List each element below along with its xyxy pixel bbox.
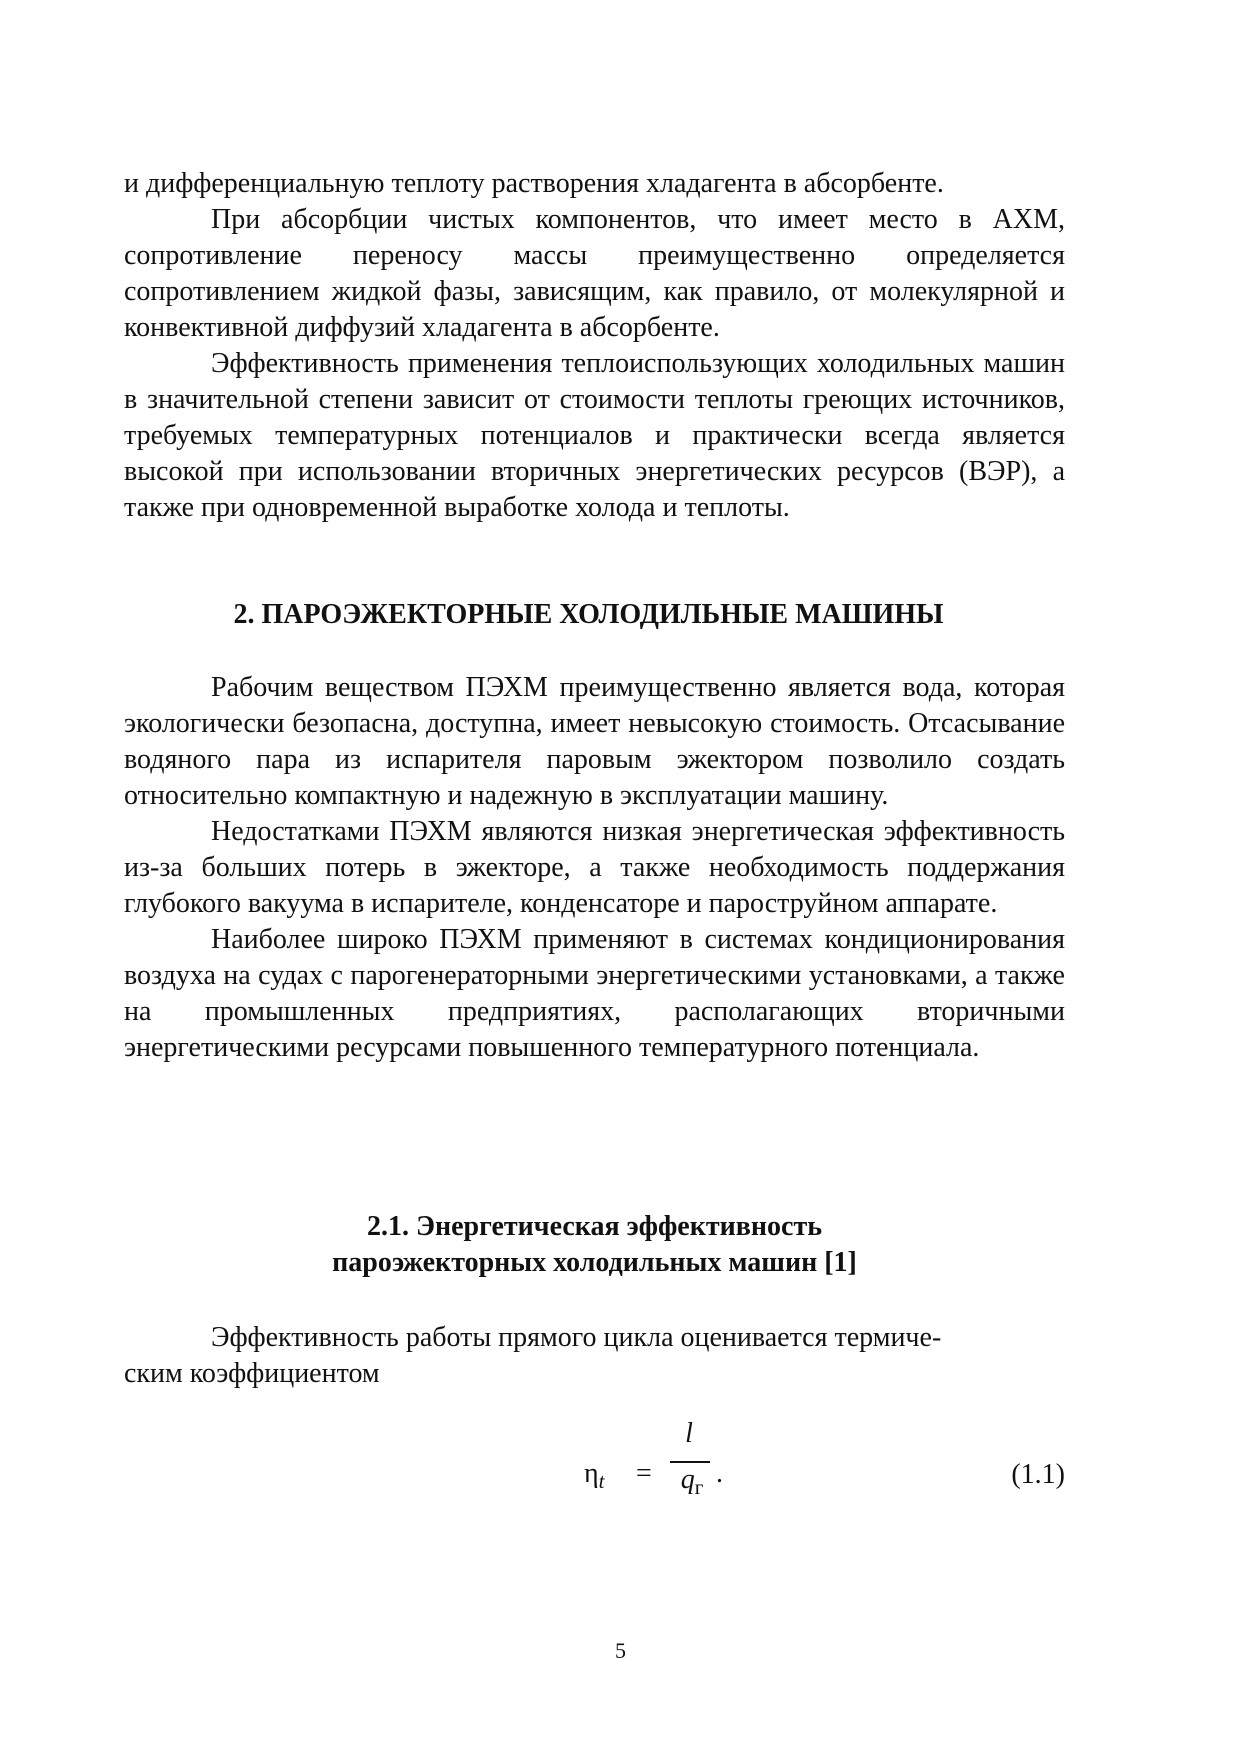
subsection-text-block	[124, 1320, 1065, 1392]
page-number: 5	[615, 1638, 626, 1663]
formula-eta-subscript: t	[598, 1469, 605, 1493]
paragraph-line-1: Эффективность работы прямого цикла оценивается термиче-	[211, 1322, 942, 1353]
formula-equals: =	[636, 1458, 652, 1489]
fraction-bar	[670, 1461, 710, 1463]
paragraph-line-2: ским коэффициентом	[124, 1358, 380, 1389]
formula-numerator: l	[685, 1418, 693, 1449]
subsection-heading	[124, 1209, 1065, 1281]
formula-eta-symbol: η	[584, 1458, 599, 1489]
paragraph-applications: Наиболее широко ПЭХМ применяют в системах кондиционирования воздуха на судах с парогенераторными энергетическими установками, а также на промышленных предприятиях, располагающих вторичными энергетическими ресурсами повышенного температурного потенциала.	[124, 924, 1065, 1063]
paragraph-working-substance: Рабочим веществом ПЭХМ преимущественно является вода, которая экологически безопасна, доступна, имеет невысокую стоимость. Отсасывание водяного пара из испарителя паровым эжектором позволило создать относительно компактную и надежную в эксплуатации машину.	[124, 672, 1065, 811]
section-heading: 2. ПАРОЭЖЕКТОРНЫЕ ХОЛОДИЛЬНЫЕ МАШИНЫ	[233, 599, 944, 630]
paragraph-efficiency: Эффективность применения теплоиспользующих холодильных машин в значительной степени зависит от стоимости теплоты греющих источников, требуемых температурных потенциалов и практически всегда является высокой при использовании вторичных энергетических ресурсов (ВЭР), а также при одновременной выработке холода и теплоты.	[124, 348, 1065, 523]
formula-q-symbol: q	[680, 1464, 695, 1495]
formula-denominator	[668, 1464, 716, 1500]
formula-lhs	[584, 1458, 605, 1494]
formula-thermal-efficiency	[570, 1418, 723, 1530]
equation-number: (1.1)	[1011, 1459, 1065, 1490]
subsection-heading-line-1: 2.1. Энергетическая эффективность	[367, 1211, 822, 1242]
paragraph-absorption: При абсорбции чистых компонентов, что имеет место в АХМ, сопротивление переносу массы преимущественно определяется сопротивлением жидкой фазы, зависящим, как правило, от молекулярной и конвективной диффузий хладагента в абсорбенте.	[124, 204, 1065, 343]
formula-q-subscript: г	[694, 1475, 704, 1499]
formula-terminator: .	[716, 1458, 723, 1489]
subsection-heading-line-2: пароэжекторных холодильных машин [1]	[332, 1247, 857, 1278]
paragraph-continuation: и дифференциальную теплоту растворения хладагента в абсорбенте.	[124, 168, 944, 199]
section-2-text-block	[124, 670, 1065, 1066]
paragraph-thermal-coefficient	[124, 1320, 1065, 1392]
paragraph-disadvantages: Недостатками ПЭХМ являются низкая энергетическая эффективность из-за больших потерь в эжекторе, а также необходимость поддержания глубокого вакуума в испарителе, конденсаторе и пароструйном аппарате.	[124, 816, 1065, 919]
intro-text-block	[124, 166, 1065, 526]
